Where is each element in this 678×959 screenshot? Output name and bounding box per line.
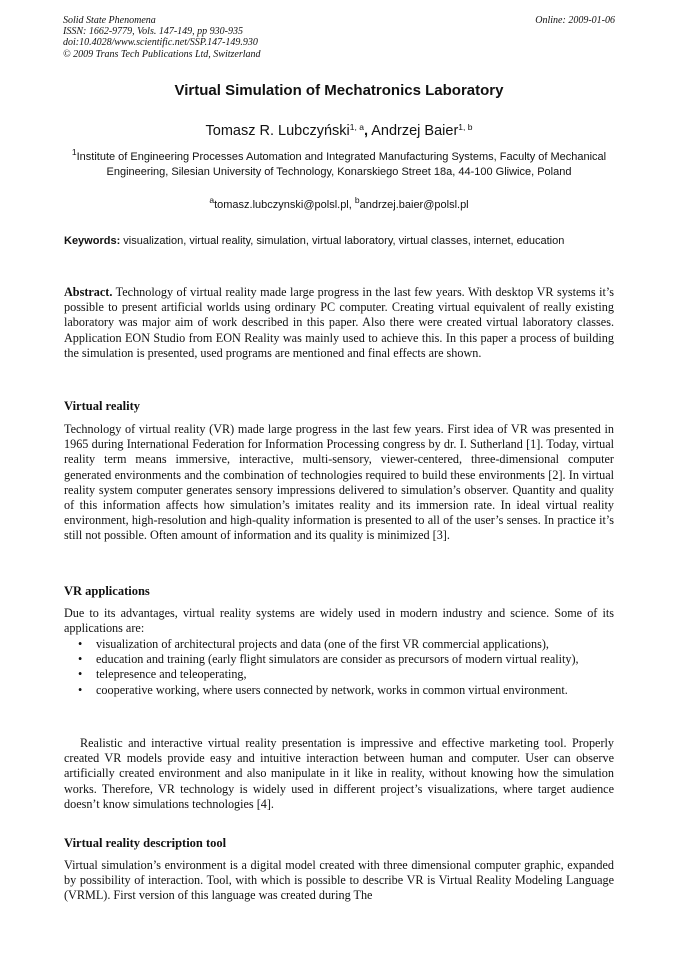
bullet-glyph: • <box>78 637 83 651</box>
email-separator: , <box>348 199 355 211</box>
journal-copyright: © 2009 Trans Tech Publications Ltd, Switzerland <box>63 48 261 60</box>
section-title-virtual-reality: Virtual reality <box>64 399 141 413</box>
paper-title: Virtual Simulation of Mechatronics Laboratory <box>174 82 504 99</box>
bullet-glyph: • <box>78 667 83 682</box>
author-1: Tomasz R. Lubczyński <box>205 123 350 139</box>
online-date: Online: 2009-01-06 <box>535 15 615 26</box>
author-2-affil-sup: 1, b <box>458 122 473 132</box>
author-1-affil-sup: 1, a <box>349 122 364 132</box>
affiliation <box>64 147 614 180</box>
applications-list <box>64 637 614 698</box>
email-a: tomasz.lubczynski@polsl.pl <box>214 199 349 211</box>
author-line <box>40 122 638 140</box>
section-text-virtual-reality: Technology of virtual reality (VR) made large progress in the last few years. First idea of VR was presented in 1965 during International Federation for Information Processing congress by dr. I. Sutherland [1]. Today, virtual reality term means immersive, interactive, multi-sensory, viewer-centered, three-dimensional computer generated environments and the combination of technologies required to build these environments [2]. In virtual reality system computer generates sensory impressions delivered to simulation’s observer. Quantity and quality of this information affects how simulation’s imitates reality and its immersion rate. In ideal virtual reality environment, high-resolution and high-quality information is presented to all of the user’s senses. In practice it’s still not possible. Often amount of information and its quality is minimized [3]. <box>64 422 614 543</box>
section-outro-vr-applications: Realistic and interactive virtual reality presentation is impressive and effective marketing tool. Properly created VR models provide easy and intuitive interaction between human and computer. User can observe artificially created environment and also manipulate in it like in reality, without knowing how the simulation works. Therefore, VR technology is widely used in different project’s visualizations, where target audience doesn’t know simulations technologies [4]. <box>64 736 614 811</box>
journal-doi: doi:10.4028/www.scientific.net/SSP.147-149.930 <box>63 37 258 49</box>
abstract <box>64 285 614 361</box>
author-2: Andrzej Baier <box>368 123 459 139</box>
bullet-glyph: • <box>78 652 83 667</box>
email-a-sup: a <box>209 195 215 205</box>
list-item <box>64 652 614 667</box>
list-item-text: visualization of architectural projects and data (one of the first VR commercial applications), <box>96 637 549 651</box>
journal-issn: ISSN: 1662-9779, Vols. 147-149, pp 930-935 <box>63 26 243 38</box>
email-b-sup: b <box>354 195 360 205</box>
list-item-text: telepresence and teleoperating, <box>96 667 247 682</box>
list-item <box>64 637 614 652</box>
bullet-glyph: • <box>78 682 83 697</box>
email-b: andrzej.baier@polsl.pl <box>359 199 469 211</box>
author-emails <box>64 195 614 213</box>
keywords-text: visualization, virtual reality, simulation, virtual laboratory, virtual classes, internet, education <box>120 235 565 247</box>
list-item <box>64 683 614 698</box>
abstract-text: Technology of virtual reality made large progress in the last few years. With desktop VR systems it’s possible to present artificial worlds using ordinary PC computer. Creating virtual equivalent of really existing laboratory was major aim of work described in this paper. Also there were created virtual laboratory classes. Application EON Studio from EON Reality was mainly used to achieve this. In this paper a process of building the simulation is presented, used programs are mentioned and final effects are shown. <box>64 285 614 360</box>
section-title-description-tool: Virtual reality description tool <box>64 836 227 850</box>
list-item <box>64 667 614 682</box>
journal-name: Solid State Phenomena <box>63 15 156 26</box>
abstract-label: Abstract. <box>64 285 113 299</box>
journal-header <box>63 15 261 60</box>
section-intro-vr-applications: Due to its advantages, virtual reality systems are widely used in modern industry and science. Some of its applications are: <box>64 606 614 636</box>
keywords-label: Keywords: <box>64 235 121 247</box>
keywords <box>64 234 614 249</box>
affiliation-sup: 1 <box>71 147 77 157</box>
author-separator: , <box>363 123 368 139</box>
list-item-text: education and training (early flight simulators are consider as precursors of modern virtual reality), <box>96 652 579 667</box>
affiliation-text: Institute of Engineering Processes Automation and Integrated Manufacturing Systems, Faculty of Mechanical Engineering, Silesian University of Technology, Konarskiego Street 18a, 44-100 Gliwice, Poland <box>76 151 607 178</box>
section-title-vr-applications: VR applications <box>64 584 150 598</box>
section-text-description-tool: Virtual simulation’s environment is a digital model created with three dimensional computer graphic, expanded by possibility of interaction. Tool, with which is possible to describe VR is Virtual Reality Modeling Language (VRML). First version of this language was created during The <box>64 858 614 903</box>
list-item-text: cooperative working, where users connected by network, works in common virtual environment. <box>96 682 568 697</box>
